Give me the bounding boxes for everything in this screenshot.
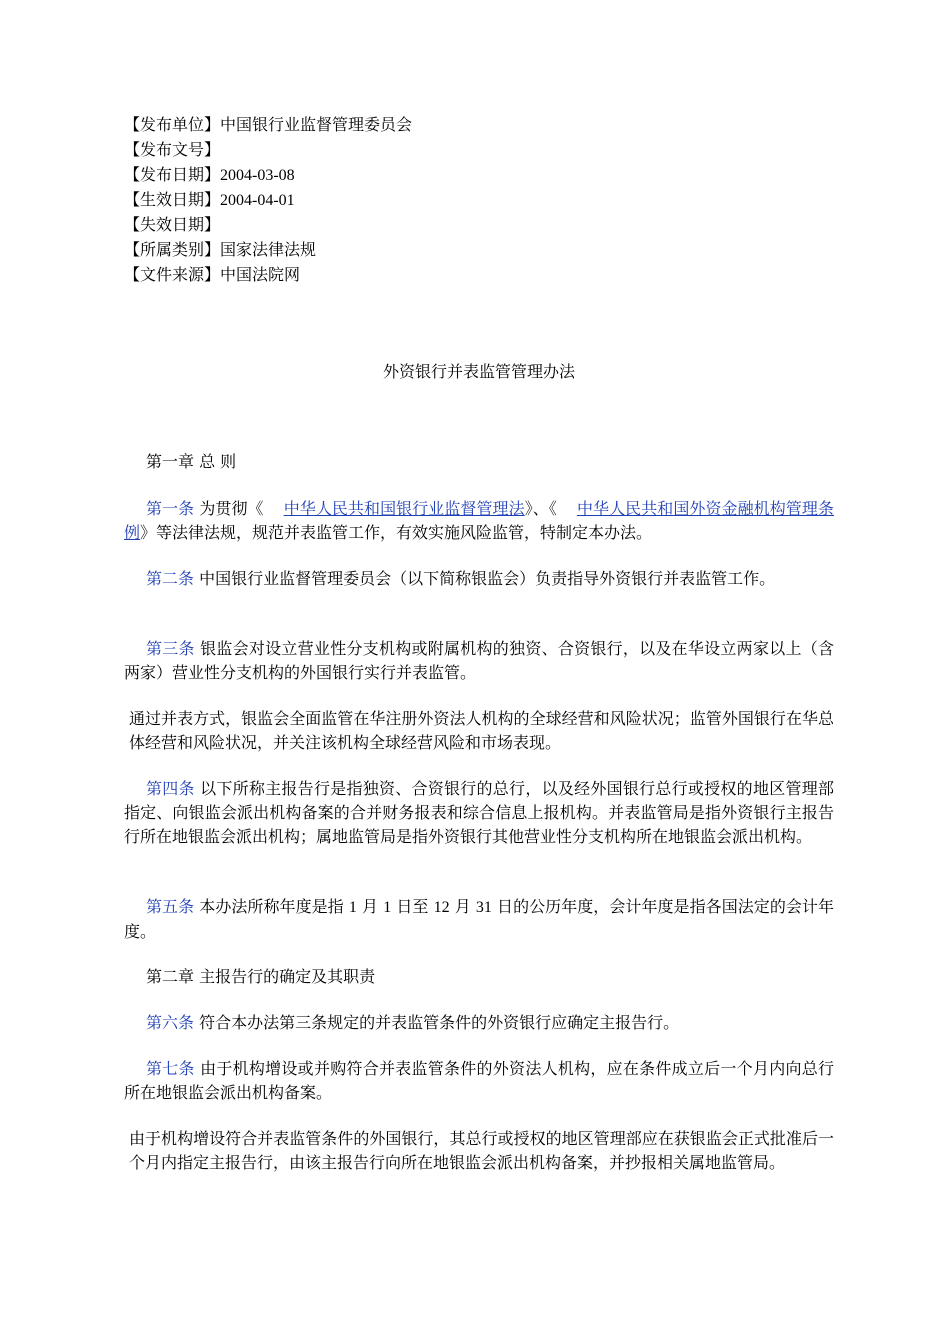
- meta-label: 【失效日期】: [124, 215, 221, 234]
- article-1-text-b: 》、《: [524, 499, 557, 518]
- foreign-financial-institutions-regulation-link-b[interactable]: 机构管理条例: [124, 499, 834, 542]
- meta-publish-date: [124, 162, 834, 187]
- article-5-number: 1: [383, 899, 392, 916]
- article-5-text-a: 本办法所称年度是指: [194, 897, 349, 916]
- article-5-text-b: 月: [356, 897, 384, 916]
- meta-effective-date: [124, 187, 834, 212]
- article-3: [124, 637, 834, 685]
- article-4-text: 以下所称主报告行是指独资、合资银行的总行，以及经外国银行总行或授权的地区管理部指定、向银监会派出机构备案的合并财务报表和综合信息上报机构。并表监管局是指外资银行主报告行所在地银监会派出机构；属地监管局是指外资银行其他营业性分支机构所在地银监会派出机构。: [124, 779, 834, 846]
- article-7-text: 由于机构增设或并购符合并表监管条件的外资法人机构，应在条件成立后一个月内向总行所在地银监会派出机构备案。: [124, 1059, 834, 1102]
- article-6-label: 第六条: [146, 1013, 195, 1032]
- meta-value: 2004-03-08: [220, 167, 295, 184]
- meta-publisher: [124, 112, 834, 137]
- meta-label: 【所属类别】: [124, 240, 221, 259]
- article-1: [124, 497, 834, 545]
- article-4: [124, 777, 834, 849]
- article-2-label: 第二条: [146, 569, 195, 588]
- chapter-2-heading: 第二章 主报告行的确定及其职责: [146, 967, 376, 986]
- meta-label: 【文件来源】: [124, 265, 221, 284]
- meta-value: 2004-04-01: [220, 192, 295, 209]
- meta-block: [124, 112, 834, 287]
- article-6: [124, 1011, 834, 1035]
- article-2: [124, 567, 834, 591]
- article-5-text-d: 月: [449, 897, 476, 916]
- foreign-financial-institutions-regulation-link-a[interactable]: 中华人民共和国外资金融: [576, 499, 754, 518]
- meta-source: [124, 262, 834, 287]
- chapter-1-heading: 第一章 总 则: [146, 452, 237, 471]
- article-7: [124, 1057, 834, 1105]
- article-3-label: 第三条: [146, 639, 195, 658]
- meta-expiry-date: [124, 212, 834, 237]
- document-page: [124, 112, 834, 1172]
- article-7-label: 第七条: [146, 1059, 195, 1078]
- article-2-text: 中国银行业监督管理委员会（以下简称银监会）负责指导外资银行并表监管工作。: [194, 569, 776, 588]
- article-4-label: 第四条: [146, 779, 195, 798]
- meta-value: 中国法院网: [220, 265, 301, 284]
- article-1-label: 第一条: [146, 499, 195, 518]
- meta-doc-number: [124, 137, 834, 162]
- article-5-text-e: 日的公历年度，会计年度是指各国法定的会计年度。: [124, 897, 834, 941]
- article-5-number: 12: [433, 899, 450, 916]
- meta-label: 【发布日期】: [124, 165, 221, 184]
- article-7-paragraph-2: 由于机构增设符合并表监管条件的外国银行，其总行或授权的地区管理部应在获银监会正式批准后一个月内指定主报告行，由该主报告行向所在地银监会派出机构备案，并抄报相关属地监管局。: [129, 1129, 834, 1172]
- meta-label: 【发布单位】: [124, 115, 221, 134]
- meta-label: 【生效日期】: [124, 190, 221, 209]
- meta-value: 国家法律法规: [220, 240, 317, 259]
- article-5: [124, 895, 834, 944]
- article-3-paragraph-2: 通过并表方式，银监会全面监管在华注册外资法人机构的全球经营和风险状况；监管外国银行在华总体经营和风险状况，并关注该机构全球经营风险和市场表现。: [129, 709, 834, 752]
- article-3-text: 银监会对设立营业性分支机构或附属机构的独资、合资银行，以及在华设立两家以上（含两家）营业性分支机构的外国银行实行并表监管。: [124, 639, 834, 682]
- article-5-number: 31: [475, 899, 492, 916]
- article-1-text-a: 为贯彻《: [194, 499, 264, 518]
- banking-supervision-law-link[interactable]: 中华人民共和国银行业监督管理法: [283, 499, 525, 518]
- article-5-label: 第五条: [146, 897, 195, 916]
- article-6-text: 符合本办法第三条规定的并表监管条件的外资银行应确定主报告行。: [194, 1013, 680, 1032]
- meta-value: 中国银行业监督管理委员会: [220, 115, 413, 134]
- meta-category: [124, 237, 834, 262]
- article-1-text-c: 》等法律法规，规范并表监管工作，有效实施风险监管，特制定本办法。: [140, 523, 653, 542]
- meta-label: 【发布文号】: [124, 140, 221, 159]
- document-title: 外资银行并表监管管理办法: [382, 362, 575, 381]
- article-5-number: 1: [348, 899, 357, 916]
- article-5-text-c: 日至: [391, 897, 434, 916]
